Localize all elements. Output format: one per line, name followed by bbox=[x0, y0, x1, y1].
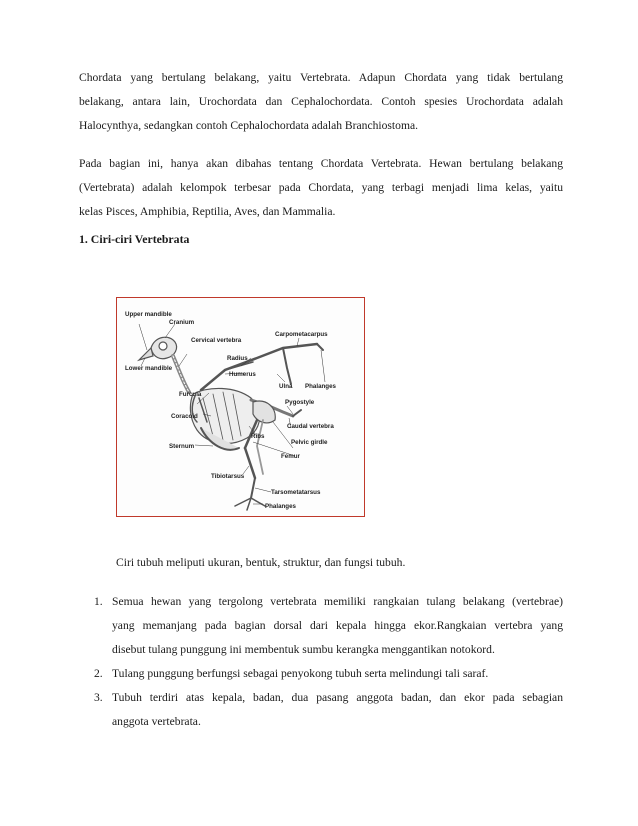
text-line: Halocynthya, sedangkan contoh Cephalochordata adalah Branchiostoma. bbox=[79, 119, 419, 132]
vertebrata-characteristics-list bbox=[86, 590, 563, 734]
section-heading: 1. Ciri-ciri Vertebrata bbox=[79, 232, 190, 246]
label-lower-mandible: Lower mandible bbox=[125, 365, 173, 372]
list-item-number: 1. bbox=[94, 595, 103, 608]
text-line: yang memanjang pada bagian dorsal dari kepala hingga ekor.Rangkaian vertebra yang bbox=[112, 619, 563, 632]
list-item-number: 3. bbox=[94, 691, 103, 704]
text-line: anggota vertebrata. bbox=[112, 715, 201, 728]
label-humerus: Humerus bbox=[229, 371, 256, 378]
label-cranium: Cranium bbox=[169, 319, 195, 326]
paragraph-chordata-intro bbox=[79, 66, 563, 138]
label-femur: Femur bbox=[281, 453, 300, 460]
label-tibiotarsus: Tibiotarsus bbox=[211, 473, 245, 480]
label-sternum: Sternum bbox=[169, 443, 195, 450]
label-furcula: Furcula bbox=[179, 391, 202, 398]
label-carpometacarpus: Carpometacarpus bbox=[275, 331, 328, 338]
bird-skeleton-illustration bbox=[117, 298, 364, 516]
list-item bbox=[86, 590, 563, 662]
label-tarsometatarsus: Tarsometatarsus bbox=[271, 489, 321, 496]
label-ribs: Ribs bbox=[251, 433, 265, 440]
text-line: disebut tulang punggung ini membentuk sumbu kerangka menggantikan notokord. bbox=[112, 643, 495, 656]
label-radius: Radius bbox=[227, 355, 248, 362]
text-line: kelas Pisces, Amphibia, Reptilia, Aves, dan Mammalia. bbox=[79, 205, 336, 218]
text-line: belakang, antara lain, Urochordata dan Cephalochordata. Contoh spesies Urochordata adalah bbox=[79, 95, 563, 108]
label-phalanges-wing: Phalanges bbox=[305, 383, 336, 390]
list-item bbox=[86, 686, 563, 734]
paragraph-vertebrata bbox=[79, 152, 563, 224]
list-item bbox=[86, 662, 563, 686]
text-line: (Vertebrata) adalah kelompok terbesar pada Chordata, yang terbagi menjadi lima kelas, yaitu bbox=[79, 181, 563, 194]
text-line: Semua hewan yang tergolong vertebrata memiliki rangkaian tulang belakang (vertebrae) bbox=[112, 595, 563, 608]
label-upper-mandible-text: Upper mandible bbox=[125, 311, 172, 318]
text-line: Tubuh terdiri atas kepala, badan, dua pasang anggota badan, dan ekor pada sebagian bbox=[112, 691, 563, 704]
label-upper-mandible bbox=[125, 311, 172, 318]
label-coracoid: Coracoid bbox=[171, 413, 198, 420]
label-pygostyle: Pygostyle bbox=[285, 399, 315, 406]
label-pelvic-girdle: Pelvic girdle bbox=[291, 439, 328, 446]
label-caudal-vertebra: Caudal vertebra bbox=[287, 423, 334, 430]
text-line: Pada bagian ini, hanya akan dibahas tentang Chordata Vertebrata. Hewan bertulang belakang bbox=[79, 157, 563, 170]
list-item-number: 2. bbox=[94, 667, 103, 680]
figure-caption: Ciri tubuh meliputi ukuran, bentuk, struktur, dan fungsi tubuh. bbox=[116, 556, 406, 569]
label-phalanges-foot: Phalanges bbox=[265, 503, 296, 510]
label-ulna: Ulna bbox=[279, 383, 293, 390]
label-cervical-vertebra: Cervical vertebra bbox=[191, 337, 242, 344]
text-line: Chordata yang bertulang belakang, yaitu Vertebrata. Adapun Chordata yang tidak bertulang bbox=[79, 71, 563, 84]
bird-skeleton-figure bbox=[116, 297, 365, 517]
text-line: Tulang punggung berfungsi sebagai penyokong tubuh serta melindungi tali saraf. bbox=[112, 667, 489, 680]
